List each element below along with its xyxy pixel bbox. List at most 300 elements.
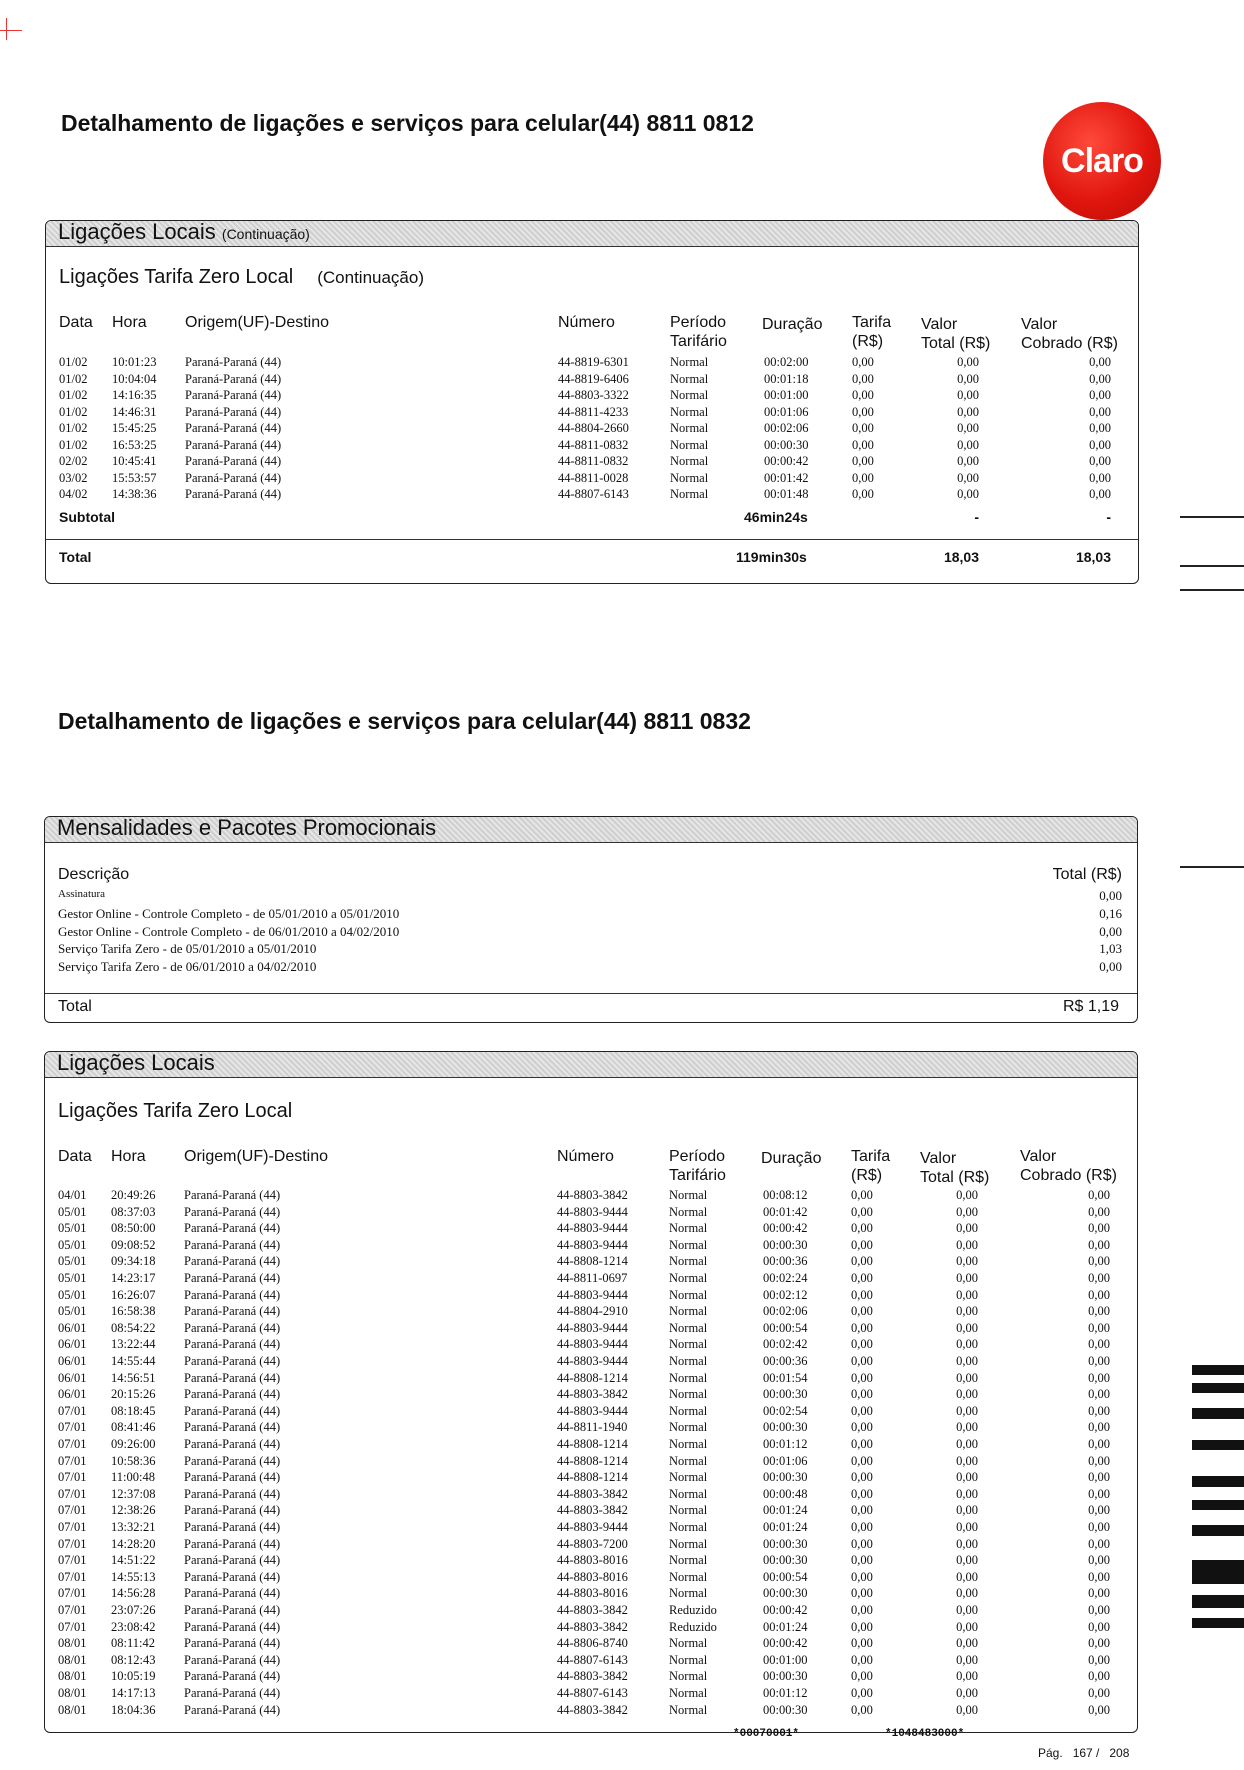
cell-data: 07/01 (58, 1520, 87, 1534)
cell-valor-cobrado: 0,00 (1088, 1337, 1110, 1352)
cell-periodo: Normal (669, 1254, 708, 1269)
cell-duracao: 00:00:36 (763, 1354, 808, 1368)
cell-valor-cobrado: 0,00 (1088, 1503, 1110, 1518)
cell-origem: Paraná-Paraná (44) (184, 1669, 281, 1684)
cell-data: 07/01 (58, 1403, 87, 1418)
cell-periodo: Normal (669, 1569, 708, 1584)
cell-valor-cobrado: 0,00 (1088, 1387, 1110, 1402)
cell-periodo: Normal (669, 1271, 708, 1285)
table-row (45, 1454, 1125, 1471)
cell-tarifa: 0,00 (851, 1420, 873, 1435)
cell-valor-total: 0,00 (956, 1470, 978, 1485)
table-row (45, 1620, 1125, 1637)
cell-periodo: Normal (669, 1486, 708, 1501)
cell-valor-total: 0,00 (957, 487, 979, 501)
table-row (45, 1238, 1125, 1255)
barcode-bar (1192, 1440, 1244, 1450)
cell-tarifa: 0,00 (852, 437, 874, 452)
cell-data: 03/02 (59, 470, 88, 485)
cell-valor-cobrado: 0,00 (1088, 1569, 1110, 1584)
cell-hora: 14:46:31 (112, 404, 157, 419)
total-duration: 119min30s (736, 549, 807, 565)
service-item-value: 0,00 (1099, 923, 1122, 939)
cell-tarifa: 0,00 (851, 1354, 873, 1368)
col-data: Data (59, 314, 93, 331)
table-row (45, 1570, 1125, 1587)
cell-duracao: 00:01:06 (763, 1453, 808, 1468)
cell-valor-cobrado: 0,00 (1088, 1702, 1110, 1717)
col-vc-l2: Cobrado (R$) (1020, 1167, 1117, 1184)
cell-origem: Paraná-Paraná (44) (184, 1652, 281, 1667)
cell-data: 07/01 (58, 1486, 87, 1501)
cell-valor-total: 0,00 (956, 1536, 978, 1551)
cell-origem: Paraná-Paraná (44) (184, 1204, 281, 1219)
cell-valor-total: 0,00 (956, 1437, 978, 1451)
cell-tarifa: 0,00 (851, 1619, 873, 1634)
cell-valor-total: 0,00 (956, 1287, 978, 1302)
col-tarifa-l2: (R$) (851, 1167, 883, 1184)
cell-numero: 44-8819-6406 (558, 371, 629, 386)
cell-valor-cobrado: 0,00 (1088, 1287, 1110, 1302)
cell-duracao: 00:01:54 (763, 1370, 808, 1385)
cell-valor-cobrado: 0,00 (1088, 1453, 1110, 1468)
cell-numero: 44-8811-0697 (557, 1271, 628, 1285)
cell-tarifa: 0,00 (852, 404, 874, 419)
cell-periodo: Normal (669, 1503, 708, 1518)
table-row (45, 1503, 1125, 1520)
cell-hora: 10:01:23 (112, 355, 157, 369)
table-row (45, 1205, 1125, 1222)
cell-tarifa: 0,00 (851, 1520, 873, 1534)
service-item-value: 0,16 (1099, 905, 1122, 921)
margin-mark (1180, 516, 1244, 518)
cell-data: 07/01 (58, 1569, 87, 1584)
table-row (45, 1470, 1125, 1487)
cell-duracao: 00:00:30 (763, 1387, 808, 1402)
cell-hora: 14:38:36 (112, 487, 157, 501)
cell-tarifa: 0,00 (851, 1387, 873, 1402)
total-label: Total (59, 549, 92, 565)
cell-duracao: 00:00:42 (763, 1636, 808, 1651)
cell-valor-total: 0,00 (956, 1403, 978, 1418)
cell-duracao: 00:01:48 (764, 487, 809, 501)
cell-numero: 44-8803-3842 (557, 1387, 628, 1402)
cell-valor-total: 0,00 (957, 437, 979, 452)
cell-numero: 44-8811-0832 (558, 454, 629, 468)
cell-valor-cobrado: 0,00 (1088, 1520, 1110, 1534)
cell-numero: 44-8807-6143 (557, 1652, 628, 1667)
cell-valor-cobrado: 0,00 (1088, 1254, 1110, 1269)
cell-valor-total: 0,00 (956, 1320, 978, 1335)
col-duracao: Duração (761, 1150, 822, 1167)
cell-periodo: Normal (669, 1553, 708, 1568)
cell-valor-total: 0,00 (956, 1370, 978, 1385)
subtotal-label: Subtotal (59, 509, 115, 525)
cell-numero: 44-8803-3842 (557, 1486, 628, 1501)
cell-origem: Paraná-Paraná (44) (184, 1221, 281, 1236)
cell-duracao: 00:02:06 (764, 421, 809, 435)
section-title: Ligações Locais (57, 1050, 215, 1075)
table-row (46, 454, 1126, 471)
cell-duracao: 00:00:42 (763, 1603, 808, 1617)
cell-numero: 44-8811-0028 (558, 470, 629, 485)
cell-origem: Paraná-Paraná (44) (184, 1237, 281, 1252)
cell-duracao: 00:01:42 (764, 470, 809, 485)
cell-hora: 14:23:17 (111, 1271, 156, 1285)
cell-hora: 13:32:21 (111, 1520, 156, 1534)
table-row (45, 1221, 1125, 1238)
cell-hora: 23:07:26 (111, 1603, 156, 1617)
cell-numero: 44-8819-6301 (558, 355, 629, 369)
service-item-description: Gestor Online - Controle Completo - de 05/01/2010 a 05/01/2010 (58, 905, 400, 921)
service-item-description: Serviço Tarifa Zero - de 06/01/2010 a 04/02/2010 (58, 959, 317, 975)
cell-numero: 44-8803-9444 (557, 1237, 628, 1252)
cell-origem: Paraná-Paraná (44) (185, 470, 282, 485)
cell-origem: Paraná-Paraná (44) (184, 1486, 281, 1501)
cell-data: 04/01 (58, 1188, 87, 1202)
barcode-bar (1192, 1500, 1244, 1510)
cell-data: 07/01 (58, 1536, 87, 1551)
cell-valor-total: 0,00 (957, 454, 979, 468)
cell-numero: 44-8803-9444 (557, 1221, 628, 1236)
cell-valor-cobrado: 0,00 (1088, 1271, 1110, 1285)
table-row (45, 1254, 1125, 1271)
barcode-bar (1192, 1560, 1244, 1584)
section-title (58, 219, 310, 245)
col-origem: Origem(UF)-Destino (184, 1148, 329, 1165)
col-hora: Hora (112, 314, 147, 331)
cell-valor-cobrado: 0,00 (1089, 487, 1111, 501)
cell-numero: 44-8803-8016 (557, 1553, 628, 1568)
cell-periodo: Normal (669, 1686, 708, 1700)
cell-duracao: 00:01:42 (763, 1204, 808, 1219)
cell-origem: Paraná-Paraná (44) (184, 1387, 281, 1402)
table-row (45, 1553, 1125, 1570)
cell-duracao: 00:00:54 (763, 1320, 808, 1335)
cell-periodo: Normal (670, 421, 709, 435)
cell-valor-total: 0,00 (957, 470, 979, 485)
cell-hora: 15:53:57 (112, 470, 157, 485)
barcode-bar (1192, 1476, 1244, 1487)
cell-numero: 44-8804-2660 (558, 421, 629, 435)
cell-valor-cobrado: 0,00 (1089, 454, 1111, 468)
cell-origem: Paraná-Paraná (44) (184, 1370, 281, 1385)
cell-valor-cobrado: 0,00 (1088, 1553, 1110, 1568)
cell-numero: 44-8808-1214 (557, 1470, 628, 1485)
table-row (45, 1520, 1125, 1537)
cell-valor-total: 0,00 (956, 1486, 978, 1501)
cell-origem: Paraná-Paraná (44) (184, 1254, 281, 1269)
cell-numero: 44-8803-9444 (557, 1337, 628, 1352)
footer-code-1: *00070001* (733, 1728, 800, 1740)
cell-data: 05/01 (58, 1221, 87, 1236)
cell-numero: 44-8804-2910 (557, 1304, 628, 1319)
cell-periodo: Normal (670, 487, 709, 501)
section-title-text: Ligações Locais (58, 219, 216, 244)
cell-valor-total: 0,00 (956, 1188, 978, 1202)
table-row (45, 1321, 1125, 1338)
cell-data: 06/01 (58, 1337, 87, 1352)
cell-valor-total: 0,00 (956, 1586, 978, 1601)
cell-origem: Paraná-Paraná (44) (184, 1320, 281, 1335)
cell-valor-cobrado: 0,00 (1088, 1470, 1110, 1485)
cell-hora: 13:22:44 (111, 1337, 156, 1352)
cell-periodo: Normal (669, 1304, 708, 1319)
cell-valor-cobrado: 0,00 (1088, 1237, 1110, 1252)
subtotal-row (46, 509, 1126, 526)
col-vt-l2: Total (R$) (920, 1169, 990, 1186)
subtotal-duration: 46min24s (744, 509, 808, 525)
col-numero: Número (557, 1148, 614, 1165)
cell-origem: Paraná-Paraná (44) (184, 1569, 281, 1584)
cell-data: 01/02 (59, 421, 88, 435)
cell-duracao: 00:01:24 (763, 1619, 808, 1634)
cell-periodo: Normal (670, 371, 709, 386)
cell-numero: 44-8803-3842 (557, 1619, 628, 1634)
cell-data: 08/01 (58, 1652, 87, 1667)
table-row (45, 1586, 1125, 1603)
cell-duracao: 00:00:30 (763, 1470, 808, 1485)
cell-valor-total: 0,00 (956, 1603, 978, 1617)
cell-numero: 44-8803-9444 (557, 1354, 628, 1368)
cell-periodo: Normal (669, 1337, 708, 1352)
cell-data: 05/01 (58, 1237, 87, 1252)
cell-duracao: 00:01:00 (764, 388, 809, 402)
col-vc-l1: Valor (1021, 316, 1058, 333)
crop-mark (6, 18, 7, 40)
cell-data: 01/02 (59, 355, 88, 369)
cell-origem: Paraná-Paraná (44) (184, 1686, 281, 1700)
col-valor-total (921, 315, 990, 353)
cell-hora: 14:17:13 (111, 1686, 156, 1700)
cell-periodo: Normal (669, 1702, 708, 1717)
cell-periodo: Normal (669, 1420, 708, 1435)
cell-valor-cobrado: 0,00 (1088, 1486, 1110, 1501)
cell-tarifa: 0,00 (851, 1204, 873, 1219)
col-data: Data (58, 1148, 92, 1165)
cell-numero: 44-8803-9444 (557, 1287, 628, 1302)
cell-tarifa: 0,00 (851, 1287, 873, 1302)
section-header-bar (45, 1052, 1137, 1078)
barcode-bar (1192, 1618, 1244, 1628)
cell-data: 05/01 (58, 1204, 87, 1219)
cell-valor-total: 0,00 (956, 1420, 978, 1435)
cell-data: 07/01 (58, 1420, 87, 1435)
table-row (45, 1304, 1125, 1321)
cell-numero: 44-8807-6143 (558, 487, 629, 501)
cell-origem: Paraná-Paraná (44) (184, 1287, 281, 1302)
cell-duracao: 00:00:30 (763, 1553, 808, 1568)
cell-origem: Paraná-Paraná (44) (184, 1271, 281, 1285)
cell-valor-cobrado: 0,00 (1088, 1370, 1110, 1385)
cell-valor-total: 0,00 (956, 1619, 978, 1634)
cell-hora: 08:12:43 (111, 1652, 156, 1667)
cell-data: 06/01 (58, 1387, 87, 1402)
col-vc-l2: Cobrado (R$) (1021, 335, 1118, 352)
margin-mark (1180, 565, 1244, 567)
cell-hora: 10:05:19 (111, 1669, 156, 1684)
table-row (45, 1703, 1125, 1720)
cell-valor-total: 0,00 (956, 1204, 978, 1219)
cell-numero: 44-8811-4233 (558, 404, 629, 419)
cell-hora: 14:55:44 (111, 1354, 156, 1368)
total-valor-total: 18,03 (943, 549, 979, 565)
cell-tarifa: 0,00 (851, 1221, 873, 1236)
section-mensalidades (44, 816, 1138, 1023)
cell-hora: 10:58:36 (111, 1453, 156, 1468)
cell-data: 08/01 (58, 1636, 87, 1651)
cell-periodo: Normal (669, 1188, 708, 1202)
cell-valor-total: 0,00 (956, 1702, 978, 1717)
cell-data: 07/01 (58, 1603, 87, 1617)
table-row (46, 421, 1126, 438)
cell-duracao: 00:00:42 (763, 1221, 808, 1236)
table-row (46, 372, 1126, 389)
cell-numero: 44-8803-3842 (557, 1669, 628, 1684)
cell-valor-cobrado: 0,00 (1088, 1403, 1110, 1418)
table-row (45, 1487, 1125, 1504)
cell-periodo: Normal (669, 1387, 708, 1402)
cell-data: 02/02 (59, 454, 88, 468)
cell-data: 07/01 (58, 1453, 87, 1468)
cell-tarifa: 0,00 (851, 1403, 873, 1418)
col-valor-total (920, 1149, 989, 1187)
cell-periodo: Normal (669, 1287, 708, 1302)
cell-origem: Paraná-Paraná (44) (184, 1619, 281, 1634)
cell-valor-cobrado: 0,00 (1088, 1686, 1110, 1700)
col-periodo-l2: Tarifário (669, 1167, 726, 1184)
cell-valor-total: 0,00 (956, 1354, 978, 1368)
cell-data: 08/01 (58, 1669, 87, 1684)
cell-valor-total: 0,00 (956, 1569, 978, 1584)
cell-hora: 11:00:48 (111, 1470, 155, 1485)
table-row (45, 1188, 1125, 1205)
cell-periodo: Normal (670, 355, 709, 369)
cell-origem: Paraná-Paraná (44) (184, 1337, 281, 1352)
footer-code-2: *1048483000* (885, 1728, 965, 1740)
cell-numero: 44-8803-9444 (557, 1403, 628, 1418)
cell-tarifa: 0,00 (851, 1636, 873, 1651)
col-tarifa-l2: (R$) (852, 333, 884, 350)
subtotal-valor-total: - (974, 509, 979, 525)
cell-tarifa: 0,00 (851, 1586, 873, 1601)
cell-valor-total: 0,00 (956, 1686, 978, 1700)
subsection-title (59, 266, 424, 289)
cell-valor-cobrado: 0,00 (1088, 1586, 1110, 1601)
cell-numero: 44-8803-3842 (557, 1503, 628, 1518)
cell-data: 01/02 (59, 404, 88, 419)
cell-numero: 44-8808-1214 (557, 1453, 628, 1468)
cell-origem: Paraná-Paraná (44) (185, 355, 282, 369)
crop-mark (0, 30, 22, 31)
cell-periodo: Normal (669, 1470, 708, 1485)
cell-data: 06/01 (58, 1354, 87, 1368)
cell-origem: Paraná-Paraná (44) (184, 1420, 281, 1435)
cell-valor-cobrado: 0,00 (1089, 355, 1111, 369)
total-value: R$ 1,19 (1062, 998, 1119, 1015)
service-item-description: Gestor Online - Controle Completo - de 06/01/2010 a 04/02/2010 (58, 923, 400, 939)
table-row (45, 1537, 1125, 1554)
cell-tarifa: 0,00 (851, 1453, 873, 1468)
cell-tarifa: 0,00 (852, 421, 874, 435)
cell-data: 05/01 (58, 1271, 87, 1285)
cell-duracao: 00:00:42 (764, 454, 809, 468)
cell-tarifa: 0,00 (851, 1304, 873, 1319)
cell-tarifa: 0,00 (851, 1536, 873, 1551)
cell-origem: Paraná-Paraná (44) (184, 1437, 281, 1451)
cell-origem: Paraná-Paraná (44) (185, 454, 282, 468)
cell-periodo: Normal (669, 1370, 708, 1385)
col-hora: Hora (111, 1148, 146, 1165)
cell-duracao: 00:01:12 (763, 1437, 808, 1451)
col-periodo (669, 1147, 726, 1185)
subsection-title: Ligações Tarifa Zero Local (58, 1100, 293, 1122)
col-periodo (670, 313, 727, 351)
cell-numero: 44-8803-9444 (557, 1320, 628, 1335)
service-item-description: Serviço Tarifa Zero - de 05/01/2010 a 05/01/2010 (58, 941, 317, 957)
cell-tarifa: 0,00 (851, 1254, 873, 1269)
service-item-description: Assinatura (58, 888, 106, 900)
cell-data: 01/02 (59, 371, 88, 386)
page-title-2: Detalhamento de ligações e serviços para celular(44) 8811 0832 (58, 708, 751, 734)
divider (45, 993, 1137, 994)
cell-data: 06/01 (58, 1320, 87, 1335)
cell-valor-cobrado: 0,00 (1088, 1669, 1110, 1684)
section-title-sub: (Continuação) (221, 226, 310, 242)
cell-hora: 14:56:51 (111, 1370, 156, 1385)
barcode-bar (1192, 1595, 1244, 1608)
cell-tarifa: 0,00 (851, 1320, 873, 1335)
cell-valor-total: 0,00 (956, 1387, 978, 1402)
cell-origem: Paraná-Paraná (44) (184, 1603, 281, 1617)
subtotal-valor-cobrado: - (1106, 509, 1111, 525)
cell-origem: Paraná-Paraná (44) (184, 1354, 281, 1368)
cell-tarifa: 0,00 (851, 1237, 873, 1252)
cell-periodo: Normal (669, 1320, 708, 1335)
cell-valor-cobrado: 0,00 (1088, 1619, 1110, 1634)
cell-valor-total: 0,00 (956, 1636, 978, 1651)
cell-valor-total: 0,00 (956, 1304, 978, 1319)
section-ligacoes-locais (44, 1051, 1138, 1733)
cell-hora: 14:16:35 (112, 388, 157, 402)
cell-valor-total: 0,00 (956, 1453, 978, 1468)
col-valor-cobrado (1020, 1147, 1117, 1185)
cell-tarifa: 0,00 (851, 1437, 873, 1451)
cell-hora: 10:45:41 (112, 454, 157, 468)
cell-periodo: Normal (670, 454, 709, 468)
barcode-bar (1192, 1383, 1244, 1393)
cell-data: 04/02 (59, 487, 88, 501)
cell-data: 07/01 (58, 1619, 87, 1634)
cell-valor-total: 0,00 (957, 404, 979, 419)
table-row (45, 1420, 1125, 1437)
total-row (46, 549, 1126, 566)
cell-valor-cobrado: 0,00 (1088, 1320, 1110, 1335)
cell-hora: 18:04:36 (111, 1702, 156, 1717)
table-row (46, 405, 1126, 422)
cell-valor-total: 0,00 (956, 1221, 978, 1236)
cell-periodo: Normal (670, 404, 709, 419)
col-tarifa (851, 1147, 890, 1185)
total-header: Total (R$) (1052, 866, 1122, 883)
cell-periodo: Reduzido (669, 1619, 717, 1634)
col-tarifa-l1: Tarifa (852, 314, 892, 331)
cell-valor-cobrado: 0,00 (1088, 1536, 1110, 1551)
section-header-bar (46, 221, 1138, 247)
cell-data: 07/01 (58, 1437, 87, 1451)
col-origem: Origem(UF)-Destino (185, 314, 330, 331)
cell-valor-cobrado: 0,00 (1088, 1354, 1110, 1368)
